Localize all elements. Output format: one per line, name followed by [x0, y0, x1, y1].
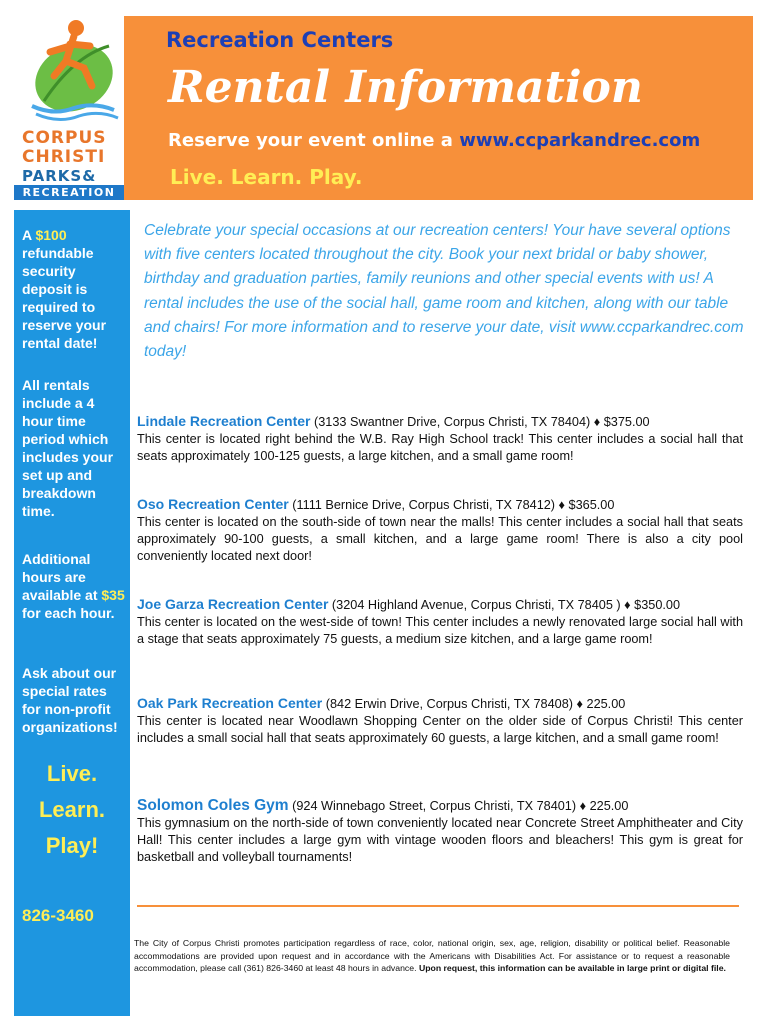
- footer-bold: Upon request, this information can be available in large print or digital file.: [418, 963, 726, 973]
- center-solomon-coles: [137, 797, 743, 866]
- deposit-post: refundable security deposit is required to reserve your rental date!: [22, 245, 107, 351]
- hours-post: for each hour.: [22, 605, 115, 621]
- logo-corpus: CORPUS: [22, 128, 107, 148]
- center-description: This center is located near Woodlawn Shopping Center on the older side of Corpus Christi! This center includes a small social hall that seats approximately 60 guests, a large kitchen, and a small game room!: [137, 714, 743, 745]
- logo-parks: PARKS&: [22, 167, 97, 185]
- center-description: This center is located on the west-side of town! This center includes a newly renovated large social hall with a stage that seats approximately 75 guests, a medium size kitchen, and a large game room!: [137, 615, 743, 646]
- reserve-url-link[interactable]: www.ccparkandrec.com: [459, 130, 701, 151]
- sidebar-play: Play!: [45, 833, 99, 858]
- sidebar: [14, 210, 130, 1016]
- center-address: (842 Erwin Drive, Corpus Christi, TX 78408) ♦ 225.00: [322, 697, 626, 711]
- center-address: (3204 Highland Avenue, Corpus Christi, TX 78405 ) ♦ $350.00: [328, 598, 681, 612]
- center-address: (924 Winnebago Street, Corpus Christi, TX 78401) ♦ 225.00: [288, 799, 629, 813]
- center-oak-park: [137, 695, 743, 747]
- intro-paragraph: Celebrate your special occasions at our recreation centers! Your have several options with five centers located throughout the city. Book your next bridal or baby shower, birthday and graduation parties, family reunions and other special events with us! A rental includes the use of the social hall, game room and kitchen, along with our table and chairs! For more information and to reserve your date, visit www.ccparkandrec.com today!: [144, 222, 744, 361]
- center-joe-garza: [137, 596, 743, 648]
- hours-amount: $35: [101, 587, 125, 603]
- header-tagline: Live. Learn. Play.: [170, 165, 363, 189]
- center-name: Joe Garza Recreation Center: [137, 596, 329, 612]
- reserve-line: [168, 130, 700, 151]
- divider: [137, 905, 739, 907]
- footer-text: The City of Corpus Christi promotes participation regardless of race, color, national origin, sex, age, religion, disability or political belief. Reasonable accommodations are provided upon request and in accordance with the Americans with Disabilities Act. For assistance or to request a reasonable accommodation, please call (361) 826-3460 at least 48 hours in advance.: [134, 938, 730, 973]
- center-description: This gymnasium on the north-side of town conveniently located near Concrete Street Amphitheater and City Hall! This center includes a large gym with vintage wooden floors and bleachers! This gym is great for basketball and volleyball tournaments!: [137, 816, 743, 864]
- center-description: This center is located on the south-side of town near the malls! This center includes a social hall that seats approximately 90-100 guests, a small kitchen, and a large game room! There is also a city pool conveniently located next door!: [137, 515, 743, 563]
- logo-recreation: RECREATION: [14, 185, 124, 200]
- page-title: Rental Information: [168, 62, 643, 113]
- center-address: (3133 Swantner Drive, Corpus Christi, TX 78404) ♦ $375.00: [310, 415, 650, 429]
- center-name: Solomon Coles Gym: [137, 797, 289, 814]
- center-name: Oak Park Recreation Center: [137, 695, 323, 711]
- rentals-note: All rentals include a 4 hour time period which includes your set up and breakdown time.: [22, 377, 114, 519]
- runner-leaf-icon: [14, 16, 124, 126]
- logo: [14, 16, 124, 200]
- footer-disclaimer: [134, 937, 730, 975]
- sidebar-live: Live.: [46, 761, 98, 786]
- center-name: Lindale Recreation Center: [137, 413, 311, 429]
- center-description: This center is located right behind the W.B. Ray High School track! This center includes a social hall that seats approximately 100-125 guests, a large kitchen, and a small game room!: [137, 432, 743, 463]
- center-oso: [137, 496, 743, 565]
- deposit-amount: $100: [35, 227, 67, 243]
- header-subtitle: Recreation Centers: [166, 28, 394, 52]
- center-name: Oso Recreation Center: [137, 496, 289, 512]
- hours-note: [22, 550, 128, 622]
- phone-number: 826-3460: [22, 906, 94, 925]
- sidebar-learn: Learn.: [38, 797, 106, 822]
- center-lindale: [137, 413, 743, 465]
- center-address: (1111 Bernice Drive, Corpus Christi, TX 78412) ♦ $365.00: [288, 498, 615, 512]
- reserve-prefix: Reserve your event online a: [168, 130, 460, 151]
- deposit-pre: A: [22, 227, 36, 243]
- special-rates-note: Ask about our special rates for non-profit organizations!: [22, 665, 118, 735]
- deposit-note: [22, 226, 128, 352]
- hours-pre: Additional hours are available at: [22, 551, 102, 603]
- logo-christi: CHRISTI: [22, 147, 106, 167]
